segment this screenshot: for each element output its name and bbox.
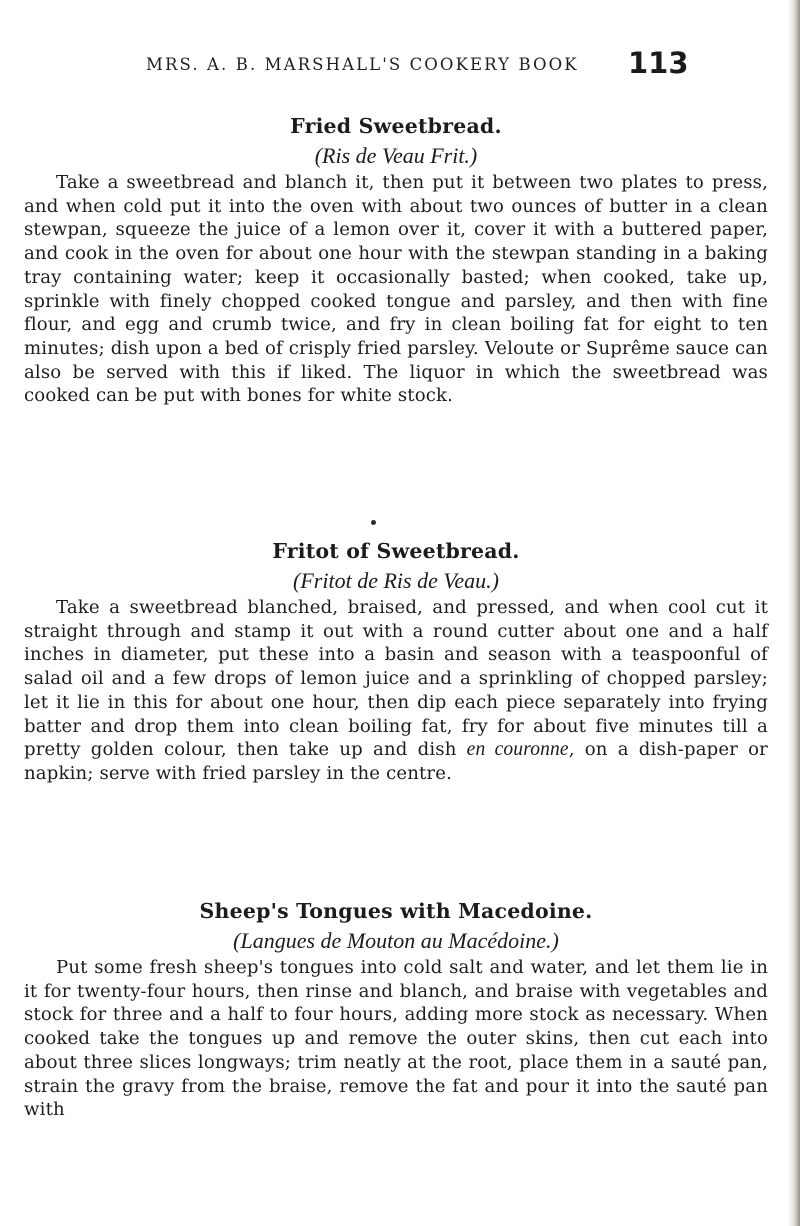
printing-speck xyxy=(371,520,376,525)
binding-edge xyxy=(788,0,800,1226)
recipe-body-italic: en couronne xyxy=(466,739,569,761)
recipe-subtitle: (Fritot de Ris de Veau.) xyxy=(293,568,499,593)
recipe-subtitle: (Ris de Veau Frit.) xyxy=(314,143,478,168)
recipe-fritot-of-sweetbread xyxy=(24,538,768,786)
recipe-title: Sheep's Tongues with Macedoine. xyxy=(199,899,593,923)
recipe-body: Take a sweetbread and blanch it, then put it between two plates to press, and when cold put it into the oven with about two ounces of butter in a clean stewpan, squeeze the juice of a lemon over it, cover it with a buttered paper, and cook in the oven for about one hour with the stewpan standing in a baking tray containing water; keep it occasionally basted; when cooked, take up, sprinkle with finely chopped cooked tongue and parsley, and then with fine flour, and egg and crumb twice, and fry in clean boiling fat for eight to ten minutes; dish upon a bed of crisply fried parsley. Veloute or Suprême sauce can also be served with this if liked. The liquor in which the sweetbread was cooked can be put with bones for white stock. xyxy=(24,172,768,407)
recipe-body: Put some fresh sheep's tongues into cold salt and water, and let them lie in it for twenty-four hours, then rinse and blanch, and braise with vegetables and stock for three and a half to four hours, adding more stock as necessary. When cooked take the tongues up and remove the outer skins, then cut each into about three slices longways; trim neatly at the root, place them in a sauté pan, strain the gravy from the braise, remove the fat and pour it into the sauté pan with xyxy=(24,957,768,1121)
recipe-sheeps-tongues xyxy=(24,898,768,1122)
recipe-title: Fried Sweetbread. xyxy=(290,114,502,138)
recipe-fried-sweetbread xyxy=(24,113,768,408)
recipe-title: Fritot of Sweetbread. xyxy=(272,539,520,563)
recipe-body-text: , on a dish-paper or napkin; serve with fried parsley in the centre. xyxy=(24,739,768,784)
recipe-body-text: Take a sweetbread blanched, braised, and pressed, and when cool cut it straight through and stamp it out with a round cutter about one and a half inches in diameter, put these into a basin and season with a teaspoonful of salad oil and a few drops of lemon juice and a sprinkling of chopped parsley; let it lie in this for about one hour, then dip each piece separately into frying batter and drop them into clean boiling fat, fry for about five minutes till a pretty golden colour, then take up and dish xyxy=(24,597,768,761)
recipe-subtitle: (Langues de Mouton au Macédoine.) xyxy=(233,928,559,953)
running-head: MRS. A. B. MARSHALL'S COOKERY BOOK xyxy=(146,55,579,74)
recipe-body xyxy=(24,596,768,786)
page-number: 113 xyxy=(628,46,689,80)
